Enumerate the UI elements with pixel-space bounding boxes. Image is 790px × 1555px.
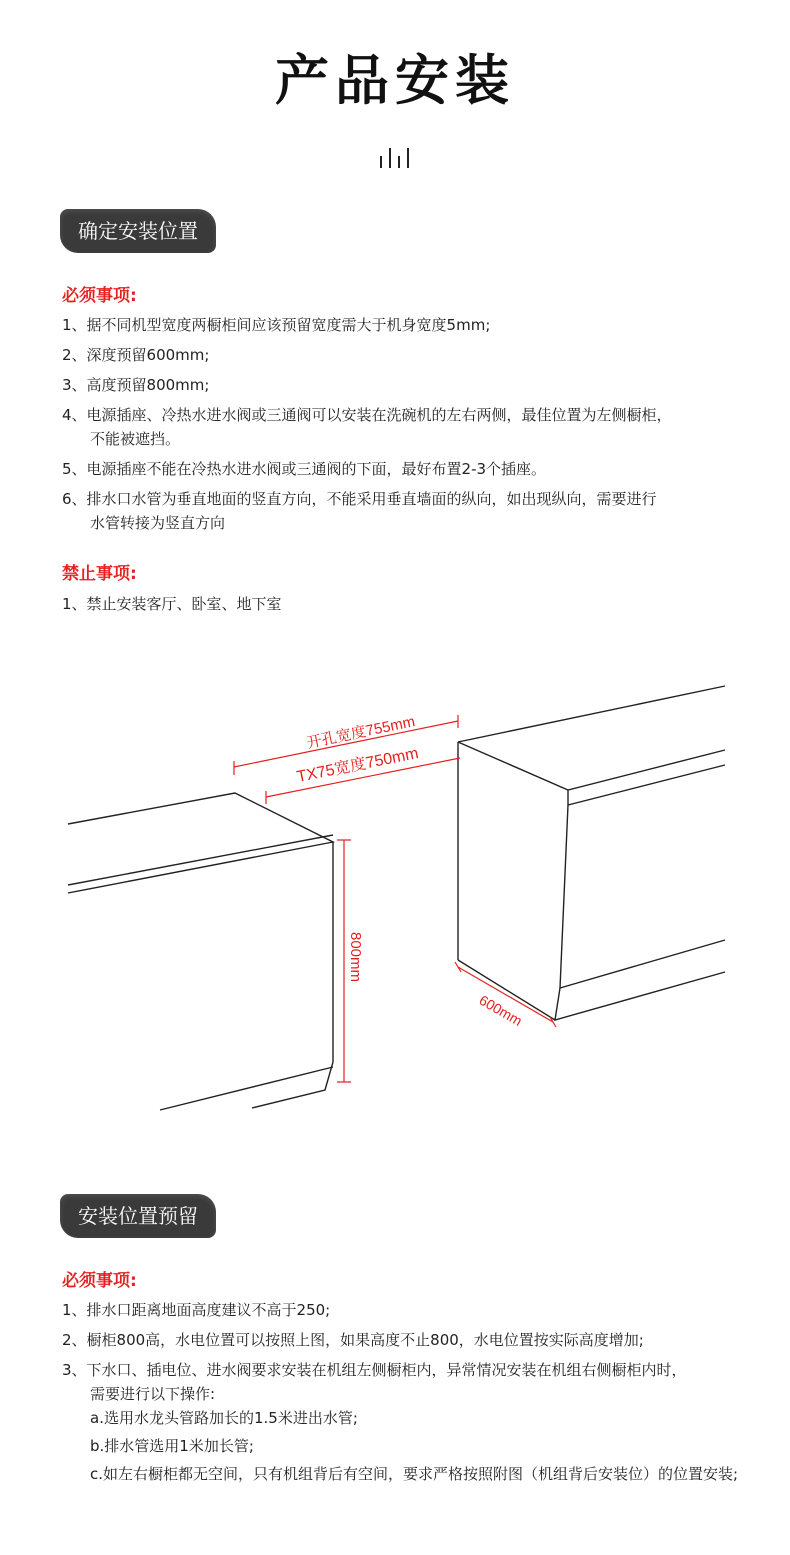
unit-width-label: TX75宽度750mm bbox=[295, 745, 420, 786]
page-title: 产品安装 bbox=[275, 49, 515, 112]
right-cabinet-top-front bbox=[458, 742, 725, 790]
list-item: 1、据不同机型宽度两橱柜间应该预留宽度需大于机身宽度5mm; bbox=[62, 316, 491, 334]
list-item: 2、橱柜800高，水电位置可以按照上图，如果高度不止800，水电位置按实际高度增加; bbox=[62, 1331, 644, 1349]
list-item: 6、排水口水管为垂直地面的竖直方向，不能采用垂直墙面的纵向，如出现纵向，需要进行 水管转接为竖直方向 bbox=[62, 490, 657, 532]
hole-width-label: 开孔宽度755mm bbox=[305, 713, 417, 752]
installation-dimensions-diagram bbox=[0, 670, 790, 1130]
list-item: 3、下水口、插电位、进水阀要求安装在机组左侧橱柜内，异常情况安装在机组右侧橱柜内时， 需要进行以下操作: bbox=[62, 1361, 687, 1403]
right-cabinet-front bbox=[555, 805, 725, 1020]
reserve-items-list bbox=[62, 1298, 762, 1492]
must-items-title: 必须事项: bbox=[62, 1271, 137, 1291]
depth-tick-left bbox=[455, 962, 461, 972]
height-label: 800mm bbox=[347, 932, 364, 983]
divider-bars-icon bbox=[380, 146, 412, 168]
left-cabinet-base bbox=[160, 1067, 333, 1110]
list-item: 4、电源插座、冷热水进水阀或三通阀可以安装在洗碗机的左右两侧，最佳位置为左侧橱柜， 不能被遮挡。 bbox=[62, 406, 672, 448]
list-item: 5、电源插座不能在冷热水进水阀或三通阀的下面，最好布置2-3个插座。 bbox=[62, 460, 547, 478]
list-item: a.选用水龙头管路加长的1.5米进出水管; bbox=[90, 1409, 358, 1427]
list-item: b.排水管选用1米加长管; bbox=[90, 1437, 254, 1455]
left-cabinet-rim bbox=[68, 835, 333, 885]
right-cabinet-rim bbox=[568, 765, 725, 805]
list-item: 1、排水口距离地面高度建议不高于250; bbox=[62, 1301, 331, 1319]
right-cabinet-toe-line bbox=[560, 940, 725, 988]
left-cabinet-toe-kick bbox=[252, 1062, 333, 1108]
list-item: c.如左右橱柜都无空间，只有机组背后有空间，要求严格按照附图（机组背后安装位）的位置安装; bbox=[90, 1465, 739, 1483]
list-item: 2、深度预留600mm; bbox=[62, 346, 210, 364]
depth-label: 600mm bbox=[476, 991, 525, 1029]
section-heading-reserve-position: 安装位置预留 bbox=[60, 1194, 216, 1238]
forbidden-items-title: 禁止事项: bbox=[62, 564, 137, 584]
list-item: 3、高度预留800mm; bbox=[62, 376, 210, 394]
section-heading-install-position: 确定安装位置 bbox=[60, 209, 216, 253]
list-item: 1、禁止安装客厅、卧室、地下室 bbox=[62, 595, 282, 613]
must-items-title: 必须事项: bbox=[62, 286, 137, 306]
dimension-lines bbox=[234, 715, 556, 1082]
forbidden-items-list bbox=[62, 592, 762, 622]
must-items-list bbox=[62, 313, 762, 541]
right-cabinet-top-back bbox=[458, 686, 725, 742]
